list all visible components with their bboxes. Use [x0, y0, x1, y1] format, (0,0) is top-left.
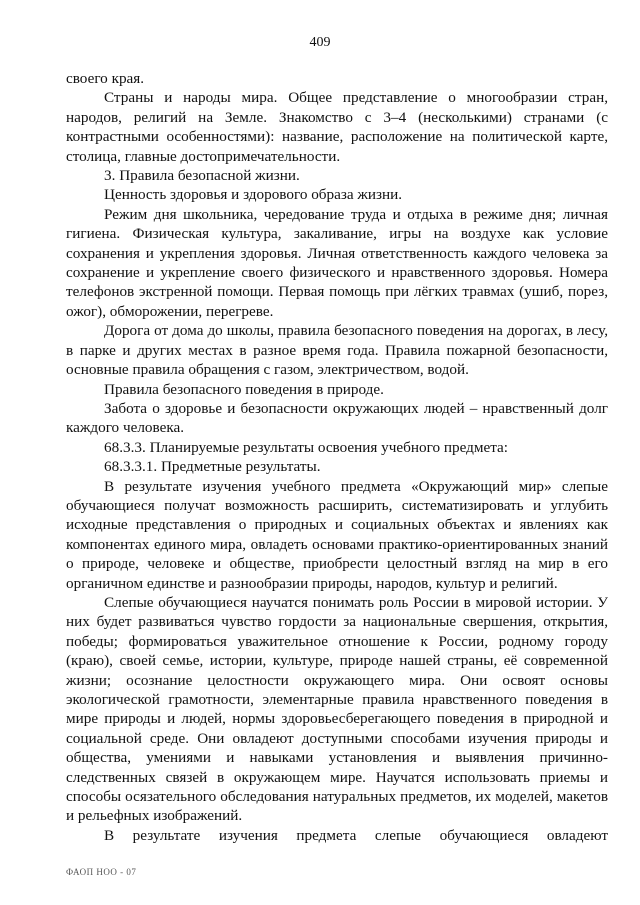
section-heading-subject-results: 68.3.3.1. Предметные результаты.: [104, 458, 321, 476]
paragraph-daily-routine: Режим дня школьника, чередование труда и отдыха в режиме дня; личная гигиена. Физическая культура, закаливание, игры на воздухе как условие сохранения и укрепления здоровья. Личная ответственность каждого человека за сохранение и укрепление своего физического и нравственного здоровья. Номера телефонов экстренной помощи. Первая помощь при лёгких травмах (ушиб, порез, ожог), обморожении, перегреве.: [66, 205, 608, 320]
paragraph-study-results: В результате изучения учебного предмета «Окружающий мир» слепые обучающиеся получат возможность расширить, систематизировать и углубить исходные представления о природных и социальных объектах и явлениях как компонентах единого мира, овладеть основами практико-ориентированных знаний о природе, человеке и обществе, приобрести целостный взгляд на мир в его органичном единстве и разнообразии природы, народов, культур и религий.: [66, 477, 608, 592]
paragraph-russia-role: Слепые обучающиеся научатся понимать роль России в мировой истории. У них будет развиваться чувство гордости за национальные свершения, открытия, победы; формироваться уважительное отношение к России, родному городу (краю), своей семье, истории, культуре, природе нашей страны, её современной жизни; осознание целостности окружающего мира. Они освоят основы экологической грамотности, элементарные правила нравственного поведения в мире природы и людей, нормы здоровьесберегающего поведения в природной и социальной среде. Они овладеют доступными способами изучения природы и общества, умениями и навыками установления и выявления причинно-следственных связей в окружающем мире. Научатся использовать приемы и способы осязательного обследования натуральных предметов, их моделей, макетов и рельефных изображений.: [66, 593, 608, 825]
paragraph-nature-safety: Правила безопасного поведения в природе.: [104, 380, 384, 398]
paragraph-care-for-others: Забота о здоровье и безопасности окружающих людей – нравственный долг каждого человека.: [66, 399, 608, 437]
section-heading-safety-rules: 3. Правила безопасной жизни.: [104, 167, 300, 185]
document-body: [66, 69, 608, 845]
section-heading-planned-results: 68.3.3. Планируемые результаты освоения учебного предмета:: [104, 438, 508, 456]
paragraph-continued-results: В результате изучения предмета слепые обучающиеся овладеют: [104, 826, 608, 844]
paragraph-road-safety: Дорога от дома до школы, правила безопасного поведения на дорогах, в лесу, в парке и других местах в разное время года. Правила пожарной безопасности, основные правила обращения с газом, электричеством, водой.: [66, 322, 608, 379]
paragraph-countries: Страны и народы мира. Общее представление о многообразии стран, народов, религий на Земле. Знакомство с 3–4 (несколькими) странами (с контрастными особенностями): название, расположение на политической карте, столица, главные достопримечательности.: [66, 89, 608, 165]
paragraph-health-value: Ценность здоровья и здорового образа жизни.: [104, 186, 403, 204]
page-number: 409: [309, 35, 331, 50]
footer-stamp: ФАОП НОО - 07: [66, 867, 137, 877]
paragraph-continuation: своего края.: [66, 70, 145, 87]
